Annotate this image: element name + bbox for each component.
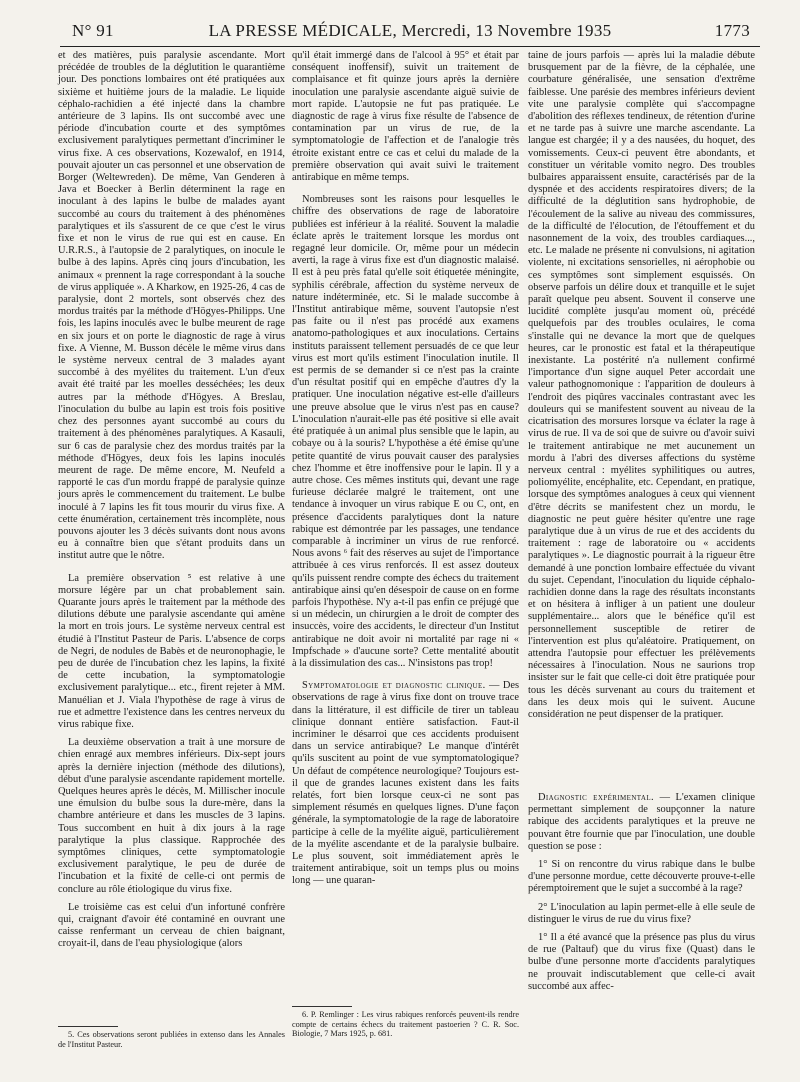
- paragraph: Nombreuses sont les raisons pour lesquelles le chiffre des observations de rage de laboratoire publiées est inférieur à la réalité. Souvent la maladie éclate après le traitement lorsque les mordus ont regagné leur domicile. Or, même pour un médecin averti, la rage à virus fixe est d'un diagnostic malaisé. Il est à peu près fatal qu'elle soit étiquetée méningite, syphilis cérébrale, affection du système nerveux de nature indéterminée, etc. Si le malade succombe à l'Institut antirabique même, souvent l'autopsie n'est pas faite ou il n'est pas procédé aux examens anatomo-pathologiques et aux inoculations. Certains instituts paraissent tellement persuadés de ce que leur virus est mort qu'ils estiment l'inoculation inutile. Il est permis de se demander si ce n'est pas la crainte d'un résultat positif qui en empêche d'autres d'y la pratiquer. Une inoculation négative est-elle d'ailleurs une preuve absolue que le virus n'est pas en cause? L'inoculation n'aurait-elle pas été positive si elle avait été pratiquée à un animal plus sensible que le lapin, au cobaye ou à la souris? L'hypothèse a été émise qu'une petite quantité de virus pouvait causer des paralysies chez l'homme et être inoffensive pour le lapin. Il y a autre chose. Ces mêmes instituts qui, devant une rage furieuse déclarée malgré le traitement, ont une tendance à invoquer un virus rabique E ou C, ont, en présence d'accidents paralytiques dont la nature rabique est démontrée par les passages, une tendance comparable à incriminer un virus de rue renforcé. Nous avons ⁶ fait des réserves au sujet de l'importance attribuée à ces virus renforcés. Il est assez douteux qu'ils puissent rendre compte des échecs du traitement antirabique ainsi qu'en désespoir de cause on en forme parfois l'hypothèse. N'y a-t-il pas enfin ce préjugé que si un médecin, un chirurgien a le droit de compter des insuccès, voire des accidents, le directeur d'un Institut antirabique ne doit avoir ni mortalité par rage ni « Impfschade » d'aucune sorte? Cette mentalité aboutit à la dissimulation des cas... N'insistons pas trop!: [292, 194, 519, 669]
- page-number: 1773: [714, 21, 750, 40]
- paragraph: 2° L'inoculation au lapin permet-elle à elle seule de distinguer le virus de rue du virus fixe?: [528, 901, 755, 925]
- paragraph: La deuxième observation a trait à une morsure de chien enragé aux membres inférieurs. Dix-sept jours après la dernière injection (méthode des dilutions), début d'une paralysie ascendante rapidement mortelle. Quelques heures après le décès, M. Millischer inocule une émulsion du bulbe sous la dure-mère, dans la chambre antérieure et dans les muscles de 3 lapins. Tous succombent en huit à dix jours à la rage paralytique la plus classique. Rapprochée des symptômes cliniques, cette symptomatologie exclusivement paralytique, le peu de durée de l'incubation et la fixité de celle-ci ont permis de conclure au rôle étiologique du virus fixe.: [58, 737, 285, 895]
- column-1: [58, 50, 285, 1049]
- paragraph: 1° Il a été avancé que la présence pas plus du virus de rue (Paltauf) que du virus fixe (Quast) dans le bulbe d'une personne morte d'accidents paralytiques ne prouvait indiscutablement que celle-ci avait succombé aux affec-: [528, 932, 755, 992]
- issue-number: N° 91: [72, 21, 114, 40]
- footnote: 5. Ces observations seront publiées in extenso dans les Annales de l'Institut Pasteur.: [58, 1030, 285, 1049]
- footnote-block: [58, 1020, 285, 1049]
- footnote-rule: [292, 1006, 352, 1007]
- paragraph: taine de jours parfois — après lui la maladie débute brusquement par de la fièvre, de la céphalée, une courbature généralisée, une sensation d'extrême faiblesse. Une parésie des membres inférieurs devient vite une paralysie complète qui s'accompagne d'abolition des réflexes tendineux, de rétention d'urine et ne tarde pas à suivre une marche ascendante. La langue est chargée; il y a des nausées, du hoquet, des vomissements. Ceux-ci peuvent être abondants, et constituer un véritable vomito negro. Des troubles bulbaires apparaissent ensuite, caractérisés par de la dyspnée et des accidents respiratoires divers; de la difficulté de la déglutition sans hydrophobie, de l'écoulement de la salive au niveau des commissures, de la difficulté de l'élocution, de l'étouffement et du nasonnement de la voix, des troubles cardiaques..., etc. Le malade ne présente ni convulsions, ni agitation violente, ni excitations sensorielles, ni aérophobie ou ces symptômes sont simplement esquissés. On observe parfois un délire doux et tranquille et le sujet paraît quelque peu absent. Souvent il conserve une lucidité complète jusqu'au moment où, précédé quelquefois par des troubles oculaires, le coma s'installe qui ne devance la mort que de quelques heures, car le pronostic est fatal et la thérapeutique inexistante. La postérité n'a nullement confirmé l'importance d'un signe auquel Peter accordait une valeur pathognomonique : l'apparition de douleurs à l'endroit des piqûres vaccinales contrastant avec les douleurs qui se manifestent souvent au niveau de la cicatrisation des morsures lorsque va éclater la rage à virus de rue. Il va de soi que de suivre ou d'avoir suivi le traitement antirabique ne met aucunement un mordu à l'abri des diverses affections du système nerveux central : myélites syphilitiques ou autres, poliomyélite, encéphalite, etc. Cependant, en pratique, lorsque des symptômes analogues à ceux qui viennent d'être décrits se manifestent chez un mordu, le diagnostic ne peut guère hésiter qu'entre une rage paralytique due à un virus de rue et des accidents du traitement : rage de laboratoire ou « accidents paralytiques ». Le diagnostic pourrait à la rigueur être demandé à une ponction lombaire effectuée du vivant du sujet. Cependant, l'inoculation du liquide céphalo-rachidien donne dans la rage des résultats inconstants et on hésitera à infliger à un patient une douleur supplémentaire... alors que le bénéfice qu'il est personnellement susceptible de retirer de l'intervention est plus qu'aléatoire. Pratiquement, on attendra l'autopsie pour effectuer les prélèvements nécessaires à l'inoculation. Nous ne saurions trop insister sur le fait que celle-ci doit être pratiquée pour tous les décès survenant au cours du traitement et dans les deux mois qui le suivent. Aucune considération ne peut dispenser de la pratiquer.: [528, 50, 755, 720]
- section-experimental: [528, 792, 755, 993]
- section-heading: Symptomatologie et diagnostic clinique.: [302, 680, 486, 692]
- running-header: [60, 18, 760, 47]
- footnote-rule: [58, 1026, 118, 1027]
- footnote-block: [292, 1000, 519, 1039]
- column-2: [292, 50, 519, 1039]
- paragraph: 1° Si on rencontre du virus rabique dans le bulbe d'une personne mordue, cette découverte prouve-t-elle péremptoirement que le sujet a succombé à la rage?: [528, 859, 755, 895]
- column-3: [528, 50, 755, 992]
- paragraph: [292, 680, 519, 887]
- section-text: — Des observations de rage à virus fixe dont on trouve trace dans la littérature, il est difficile de tirer un tableau clinique donnant entière satisfaction. Faut-il incriminer le désarroi que ces accidents produisent dans un service antirabique? Le manque d'intérêt qu'ils suscitent au point de vue symptomatologique? Un défaut de compétence neurologique? Toujours est-il que de grandes lacunes existent dans les faits relatés, fort bien lorsque ceux-ci ne sont pas simplement résumés en quelques lignes. D'une façon générale, la symptomatologie de la rage de laboratoire participe à celle de la myélite aiguë, particulièrement de la myélite ascendante et de la paralysie bulbaire. Le plus souvent, soit immédiatement après le traitement antirabique, soit un temps plus ou moins long — une quaran-: [292, 680, 519, 887]
- section-heading: Diagnostic expérimental.: [538, 792, 655, 803]
- paragraph: [528, 792, 755, 853]
- paragraph: qu'il était immergé dans de l'alcool à 95° et était par conséquent inoffensif), suivit un traitement de complaisance et fit quinze jours après la dernière inoculation une paralysie ascendante aiguë suivie de mort rapide. L'autopsie ne fut pas pratiquée. Le diagnostic de rage à virus fixe résulte de l'absence de contamination par un virus de rue, de la symptomatologie de l'affection et de l'analogie très étroite existant entre ce cas et celui du malade de la première observation qui avait suivi le traitement antirabique en même temps.: [292, 50, 519, 184]
- footnote: 6. P. Remlinger : Les virus rabiques renforcés peuvent-ils rendre compte de certains échecs du traitement pastoerien ? C. R. Soc. Biologie, 7 Mars 1925, p. 681.: [292, 1010, 519, 1039]
- paragraph: Le troisième cas est celui d'un infortuné confrère qui, craignant d'avoir été contaminé en ouvrant une caisse renfermant un cerveau de chien baignant, croyait-il, dans de l'eau physiologique (alors: [58, 901, 285, 950]
- paragraph: et des matières, puis paralysie ascendante. Mort précédée de troubles de la déglutition le quarantième jour. Des ponctions lombaires ont été pratiquées aux sixième et huitième jours de la maladie. Le liquide céphalo-rachidien a été injecté dans la chambre antérieure de 3 lapins. Ils ont succombé avec une période d'incubation courte et des symptômes exclusivement paralytiques permettant d'incriminer le virus fixe. A ces observations, Kozewalof, en 1914, pouvait ajouter un cas personnel et une observation de Borger (Weltewreden). De même, Van Genderen à Java et Boecker à Berlin déterminent la rage en inoculant à des lapins le bulbe de malades ayant succombé au cours du traitement à des phénomènes paralytiques et ils s'assurent de ce que c'est le virus fixe et non le virus de rue qui est en cause. En U.R.R.S., à l'autopsie de 2 paralytiques, on inocule le bulbe à des lapins. Après cinq jours d'incubation, les animaux « prennent la rage correspondant à la souche de virus appliquée ». A Kharkow, en 1925-26, 4 cas de paralysie, dont 2 mortels, sont observés chez des mordus traités par la méthode d'Högyes-Philipps. Une fois, les lapins inoculés avec le bulbe meurent de rage en six jours et on porte le diagnostic de rage à virus fixe. A Vienne, M. Busson décèle le même virus dans le système nerveux central de 3 malades ayant succombé à des myélites du traitement. L'un d'eux avait été traité par les moelles desséchées; les deux autres par la méthode d'Högyes. A Breslau, l'inoculation du bulbe au lapin est trois fois positive chez des personnes ayant succombé au cours du traitement à des phénomènes paralytiques. A Kasauli, sur 6 cas de paralysie chez des mordus traités par la méthode d'Högyes, deux fois les lapins inoculés meurent de rage. De même encore, M. Neufeld a rapporté le cas d'un mordu frappé de paralysie quinze jours après le commencement du traitement. Le bulbe inoculé à 7 lapins les fit tous mourir du virus fixe. A cette énumération, certainement très incomplète, nous pouvons ajouter les 3 décès suivants dont nous avons eu à connaître bien que s'étant produits dans un institut autre que le nôtre.: [58, 50, 285, 562]
- journal-title: LA PRESSE MÉDICALE, Mercredi, 13 Novembre 1935: [208, 21, 612, 40]
- section-text: — L'examen clinique permettant simplement de soupçonner la nature rabique des accidents paralytiques et la preuve ne pouvant être fournie que par l'inoculation, une double question se pose :: [528, 792, 755, 852]
- paragraph: La première observation ⁵ est relative à une morsure légère par un chat probablement sain. Quarante jours après le traitement par la méthode des dilutions débute une paralysie ascendante qui amène la mort en trois jours. Le système nerveux central est étudié à l'Institut Pasteur de Paris. L'absence de corps de Negri, de nodules de Babès et de neuronophagie, le peu de durée de l'incubation chez les lapins, la fixité de cette incubation, la symptomatologie exclusivement paralytique... etc., firent rejeter à MM. Manuélian et J. Viala l'hypothèse de rage à virus de rue et admettre l'existence dans les centres nerveux du virus rabique fixe.: [58, 572, 285, 730]
